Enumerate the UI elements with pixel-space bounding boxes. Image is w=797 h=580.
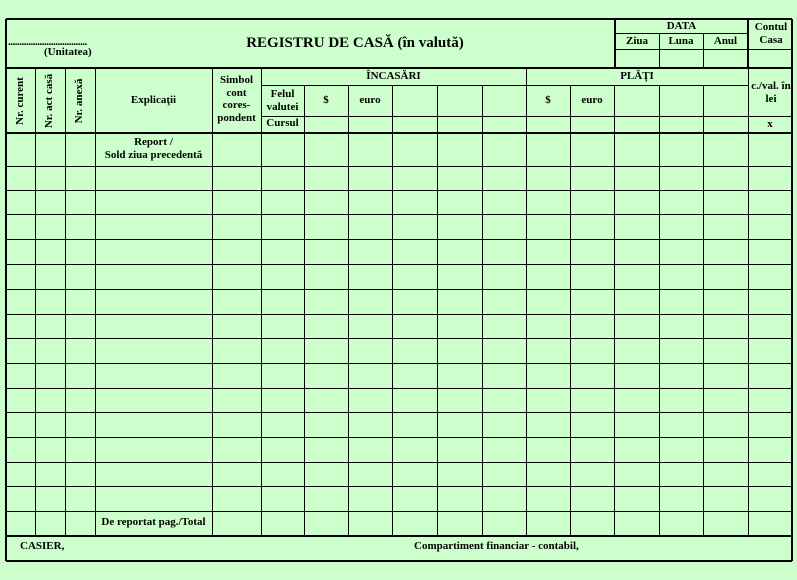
plati-euro-header: euro: [581, 94, 603, 106]
explicatii-header: Explicaţii: [130, 94, 177, 106]
nr-act-casa-header: Nr. act casă: [43, 73, 55, 129]
grid-line: [748, 68, 749, 536]
cval-header: c./val. în lei: [751, 80, 791, 105]
grid-line: [5, 19, 7, 561]
grid-line: [6, 289, 792, 290]
grid-line: [6, 412, 792, 413]
unit-label: (Unitatea): [44, 46, 92, 58]
grid-line: [6, 338, 792, 339]
x-header: x: [767, 118, 773, 130]
grid-line: [392, 85, 393, 536]
incasari-dollar-header: $: [323, 94, 329, 106]
grid-line: [437, 85, 438, 536]
casier-label: CASIER,: [20, 540, 65, 552]
grid-line: [747, 19, 749, 68]
grid-line: [6, 264, 792, 265]
report-line1: Report /: [134, 136, 173, 148]
grid-line: [6, 486, 792, 487]
form-title: REGISTRU DE CASĂ (în valută): [246, 35, 464, 51]
grid-line: [304, 85, 305, 536]
grid-line: [703, 33, 704, 68]
grid-line: [6, 511, 792, 512]
grid-line: [6, 166, 792, 167]
grid-line: [65, 68, 66, 536]
grid-line: [659, 33, 660, 68]
plati-dollar-header: $: [545, 94, 551, 106]
contul-casa-label: Contul Casa: [754, 21, 788, 46]
grid-line: [615, 33, 748, 34]
nr-curent-header: Nr. curent: [14, 77, 26, 125]
grid-line: [6, 314, 792, 315]
incasari-euro-header: euro: [359, 94, 381, 106]
cursul-header: Cursul: [266, 117, 299, 129]
grid-line: [6, 437, 792, 438]
luna-label: Luna: [668, 35, 694, 47]
total-row-label: De reportat pag./Total: [101, 516, 206, 528]
grid-line: [6, 67, 792, 69]
grid-line: [6, 18, 792, 20]
grid-line: [703, 85, 704, 536]
unit-dots: ...................................: [8, 36, 87, 48]
grid-line: [570, 85, 571, 536]
grid-line: [748, 116, 792, 117]
grid-line: [261, 116, 748, 117]
grid-line: [526, 68, 527, 536]
grid-line: [791, 19, 793, 561]
grid-line: [6, 388, 792, 389]
grid-line: [261, 68, 262, 536]
grid-line: [6, 560, 792, 562]
grid-line: [6, 190, 792, 191]
felul-valutei-header: Felul valutei: [266, 88, 299, 113]
grid-line: [35, 68, 36, 536]
grid-line: [614, 85, 615, 536]
report-line2: Sold ziua precedentă: [104, 149, 203, 161]
grid-line: [659, 85, 660, 536]
grid-line: [261, 85, 748, 86]
grid-line: [95, 68, 96, 536]
plati-header: PLĂŢI: [620, 70, 654, 82]
grid-line: [6, 239, 792, 240]
ziua-label: Ziua: [625, 35, 648, 47]
grid-line: [615, 49, 748, 50]
grid-line: [6, 535, 792, 537]
data-label: DATA: [666, 20, 697, 32]
grid-line: [482, 85, 483, 536]
simbol-header: Simbol cont cores- pondent: [217, 74, 256, 124]
grid-line: [6, 132, 792, 134]
grid-line: [614, 19, 616, 68]
grid-line: [6, 214, 792, 215]
grid-line: [6, 462, 792, 463]
grid-line: [748, 49, 792, 50]
grid-line: [212, 68, 213, 536]
nr-anexa-header: Nr. anexă: [73, 78, 85, 124]
grid-line: [6, 363, 792, 364]
compartiment-label: Compartiment financiar - contabil,: [414, 540, 579, 552]
grid-line: [348, 85, 349, 536]
anul-label: Anul: [713, 35, 738, 47]
incasari-header: ÎNCASĂRI: [366, 70, 421, 82]
